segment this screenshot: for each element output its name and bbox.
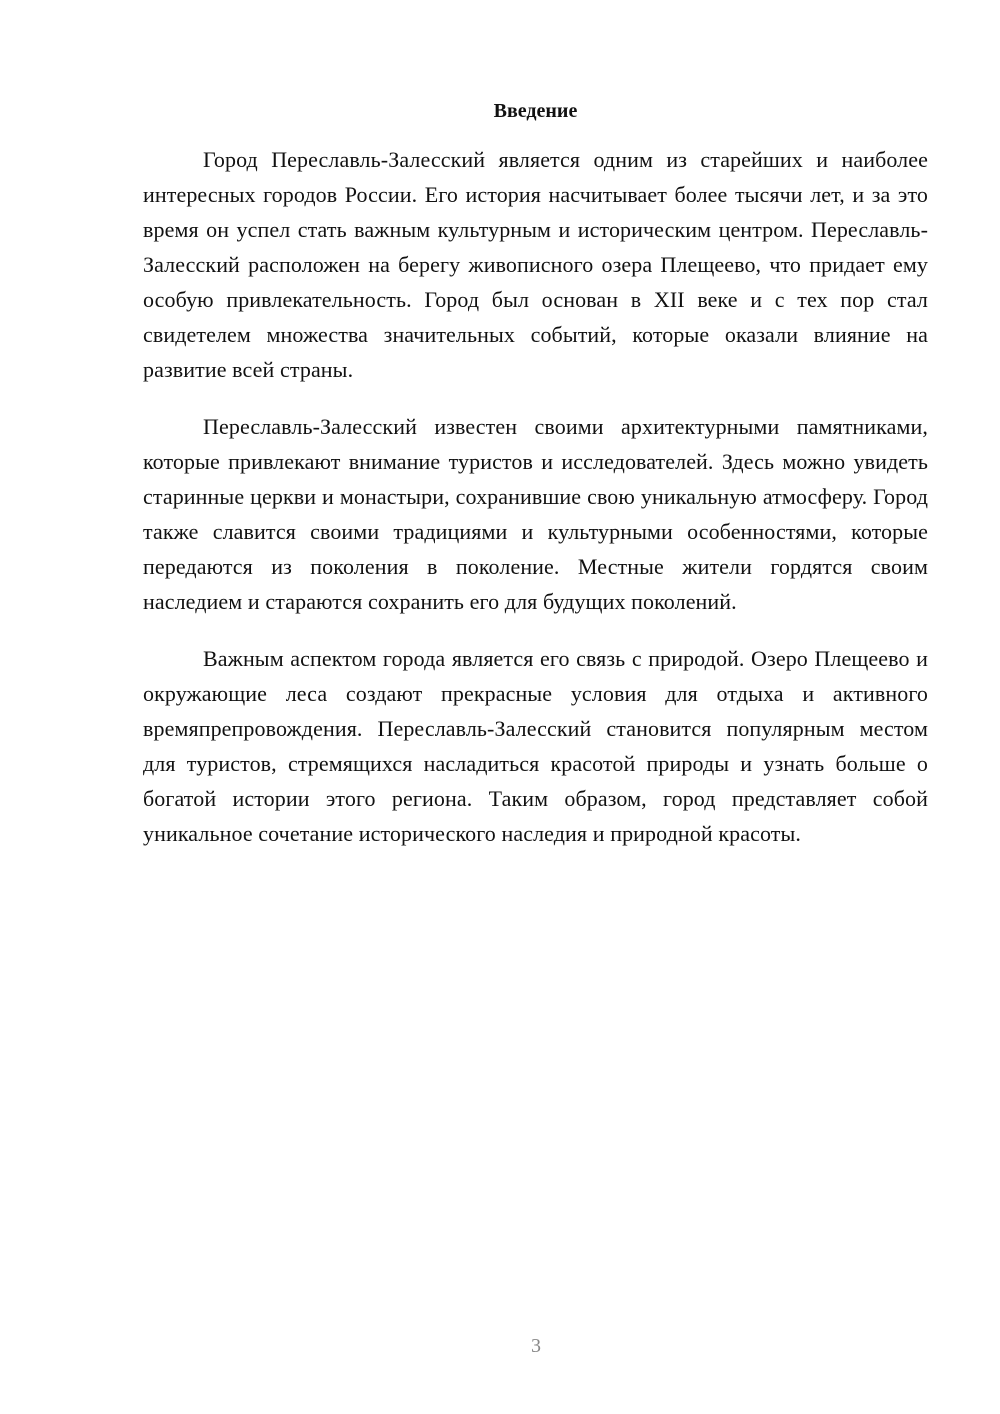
paragraph-2: Переславль-Залесский известен своими архитектурными памятниками, которые привлекают внимание туристов и исследователей. Здесь можно увидеть старинные церкви и монастыри, сохранившие свою уникальную атмосферу. Город также славится своими традициями и культурными особенностями, которые передаются из поколения в поколение. Местные жители гордятся своим наследием и стараются сохранить его для будущих поколений. <box>143 414 928 614</box>
paragraph-3: Важным аспектом города является его связь с природой. Озеро Плещеево и окружающие леса создают прекрасные условия для отдыха и активного времяпрепровождения. Переславль-Залесский становится популярным местом для туристов, стремящихся насладиться красотой природы и узнать больше о богатой истории этого региона. Таким образом, город представляет собой уникальное сочетание исторического наследия и природной красоты. <box>143 646 928 846</box>
page-title: Введение <box>493 100 578 122</box>
body-text <box>143 142 928 873</box>
paragraph-1: Город Переславль-Залесский является одним из старейших и наиболее интересных городов России. Его история насчитывает более тысячи лет, и за это время он успел стать важным культурным и историческим центром. Переславль-Залесский расположен на берегу живописного озера Плещеево, что придает ему особую привлекательность. Город был основан в XII веке и с тех пор стал свидетелем множества значительных событий, которые оказали влияние на развитие всей страны. <box>143 147 928 382</box>
page-number: 3 <box>531 1335 541 1357</box>
